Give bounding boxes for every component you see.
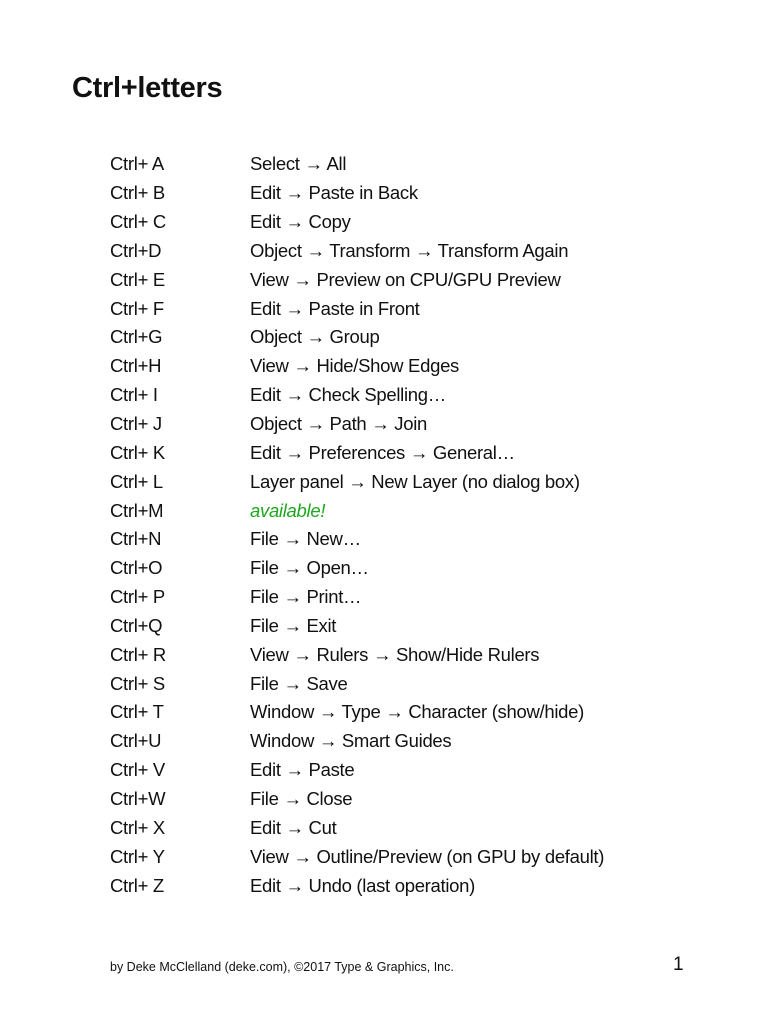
shortcut-key: Ctrl+ A: [110, 153, 164, 175]
page-title: Ctrl+letters: [72, 72, 223, 104]
shortcut-key: Ctrl+ R: [110, 643, 166, 665]
shortcut-key: Ctrl+ C: [110, 211, 166, 233]
shortcut-row: [110, 785, 730, 814]
shortcut-action: Edit → Paste in Front: [250, 297, 420, 319]
shortcut-action: Edit → Cut: [250, 816, 337, 838]
shortcut-action-available: available!: [250, 499, 326, 521]
shortcut-action: Object → Transform → Transform Again: [250, 239, 569, 261]
shortcut-row: [110, 583, 730, 612]
shortcut-key: Ctrl+G: [110, 326, 163, 348]
shortcut-action: View → Rulers → Show/Hide Rulers: [250, 643, 540, 665]
shortcut-key: Ctrl+ J: [110, 413, 162, 435]
shortcut-row: [110, 323, 730, 352]
shortcut-row: [110, 352, 730, 381]
shortcut-row: [110, 496, 730, 525]
shortcut-row: [110, 438, 730, 467]
shortcut-action: Object → Group: [250, 326, 380, 348]
shortcut-row: [110, 669, 730, 698]
shortcut-action: Edit → Preferences → General…: [250, 441, 515, 463]
shortcut-row: [110, 410, 730, 439]
shortcut-row: [110, 756, 730, 785]
shortcut-key: Ctrl+ L: [110, 470, 163, 492]
shortcut-row: [110, 698, 730, 727]
shortcut-key: Ctrl+ Y: [110, 845, 165, 867]
shortcut-action: File → Save: [250, 672, 348, 694]
shortcut-row: [110, 150, 730, 179]
shortcut-key: Ctrl+ S: [110, 672, 165, 694]
shortcut-row: [110, 179, 730, 208]
shortcut-row: [110, 842, 730, 871]
shortcut-key: Ctrl+ P: [110, 586, 165, 608]
shortcut-action: Edit → Check Spelling…: [250, 384, 446, 406]
shortcut-row: [110, 237, 730, 266]
shortcut-action: File → Close: [250, 787, 353, 809]
shortcut-row: [110, 554, 730, 583]
shortcut-row: [110, 265, 730, 294]
footer-credit: by Deke McClelland (deke.com), ©2017 Type & Graphics, Inc.: [110, 960, 454, 974]
shortcut-action: View → Hide/Show Edges: [250, 355, 460, 377]
shortcut-key: Ctrl+ T: [110, 701, 164, 723]
shortcut-key: Ctrl+ B: [110, 182, 165, 204]
shortcut-action: Layer panel → New Layer (no dialog box): [250, 470, 580, 492]
shortcut-action: File → Open…: [250, 557, 369, 579]
shortcut-action: Edit → Copy: [250, 211, 351, 233]
shortcut-action: Edit → Paste: [250, 759, 355, 781]
shortcut-action: Object → Path → Join: [250, 413, 428, 435]
shortcut-action: File → Exit: [250, 614, 337, 636]
shortcut-action: Select → All: [250, 153, 347, 175]
shortcut-key: Ctrl+Q: [110, 614, 163, 636]
shortcut-key: Ctrl+ Z: [110, 874, 164, 896]
shortcut-key: Ctrl+U: [110, 730, 162, 752]
shortcut-row: [110, 467, 730, 496]
shortcut-key: Ctrl+ K: [110, 441, 165, 463]
shortcut-row: [110, 813, 730, 842]
shortcut-key: Ctrl+ X: [110, 816, 165, 838]
shortcut-key: Ctrl+ E: [110, 268, 165, 290]
shortcut-action: Window → Smart Guides: [250, 730, 452, 752]
shortcut-row: [110, 208, 730, 237]
shortcut-action: File → Print…: [250, 586, 362, 608]
shortcut-row: [110, 294, 730, 323]
shortcut-row: [110, 727, 730, 756]
shortcut-key: Ctrl+N: [110, 528, 162, 550]
shortcut-key: Ctrl+D: [110, 239, 162, 261]
shortcut-table: [110, 150, 730, 900]
shortcut-key: Ctrl+O: [110, 557, 163, 579]
shortcut-key: Ctrl+ V: [110, 759, 165, 781]
shortcut-row: [110, 381, 730, 410]
shortcut-key: Ctrl+W: [110, 787, 166, 809]
shortcut-action: Edit → Undo (last operation): [250, 874, 476, 896]
shortcut-action: File → New…: [250, 528, 361, 550]
shortcut-action: Edit → Paste in Back: [250, 182, 418, 204]
shortcut-action: Window → Type → Character (show/hide): [250, 701, 585, 723]
shortcut-row: [110, 640, 730, 669]
shortcut-key: Ctrl+H: [110, 355, 162, 377]
shortcut-row: [110, 525, 730, 554]
shortcut-key: Ctrl+ F: [110, 297, 164, 319]
shortcut-key: Ctrl+M: [110, 499, 164, 521]
shortcut-row: [110, 612, 730, 641]
page-number: 1: [673, 954, 684, 975]
shortcut-action: View → Outline/Preview (on GPU by default): [250, 845, 605, 867]
shortcut-action: View → Preview on CPU/GPU Preview: [250, 268, 561, 290]
shortcut-key: Ctrl+ I: [110, 384, 158, 406]
shortcut-row: [110, 871, 730, 900]
